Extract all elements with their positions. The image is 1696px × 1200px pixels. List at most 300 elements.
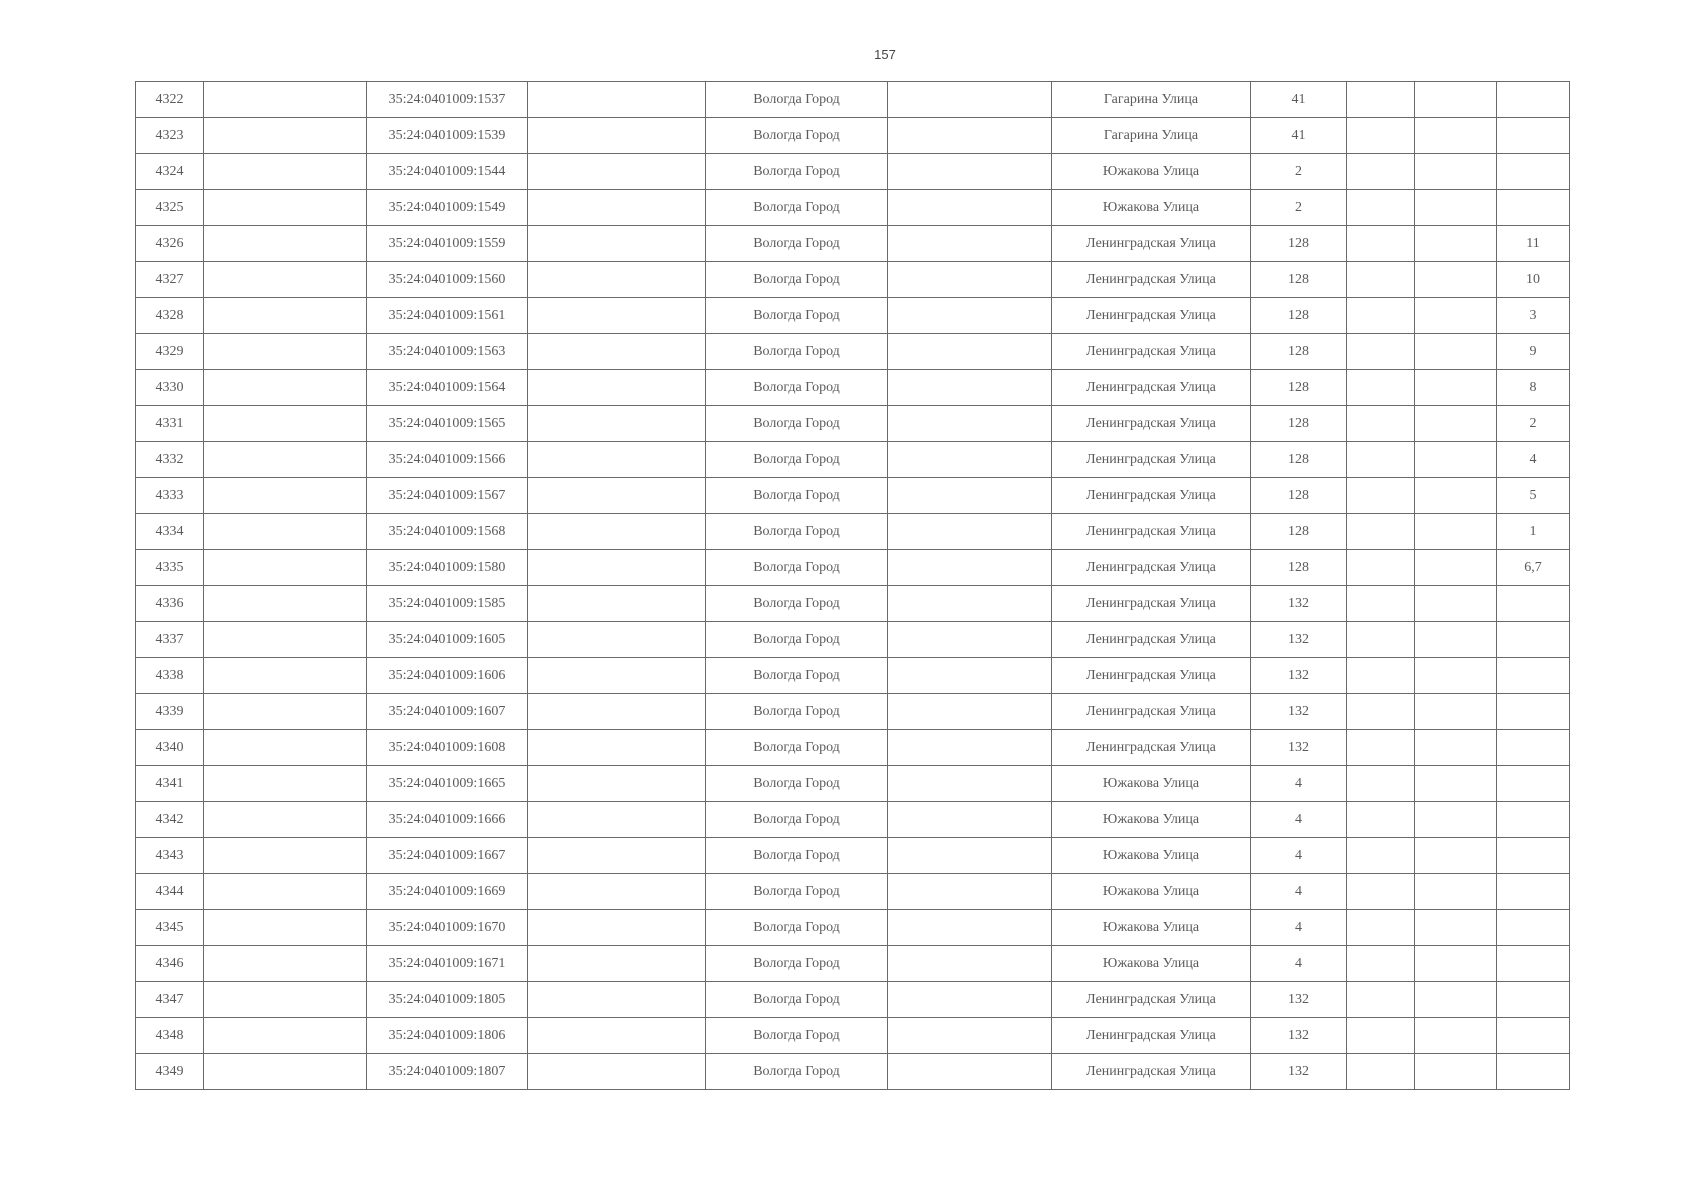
cadastral-number-cell: 35:24:0401009:1608 xyxy=(367,730,528,766)
city-cell: Вологда Город xyxy=(706,442,888,478)
empty-cell xyxy=(204,622,367,658)
empty-cell xyxy=(204,478,367,514)
empty-cell xyxy=(204,154,367,190)
house-number-cell: 132 xyxy=(1251,586,1347,622)
empty-cell xyxy=(1347,586,1415,622)
cadastral-number-cell: 35:24:0401009:1560 xyxy=(367,262,528,298)
empty-cell xyxy=(1415,82,1497,118)
empty-cell xyxy=(888,694,1052,730)
row-number-cell: 4348 xyxy=(136,1018,204,1054)
row-number-cell: 4341 xyxy=(136,766,204,802)
empty-cell xyxy=(1347,946,1415,982)
cadastral-number-cell: 35:24:0401009:1667 xyxy=(367,838,528,874)
empty-cell xyxy=(1347,874,1415,910)
table-row xyxy=(136,262,1570,298)
house-number-cell: 128 xyxy=(1251,406,1347,442)
empty-cell xyxy=(1347,910,1415,946)
empty-cell xyxy=(204,334,367,370)
table-row xyxy=(136,226,1570,262)
street-cell: Ленинградская Улица xyxy=(1052,226,1251,262)
empty-cell xyxy=(204,874,367,910)
street-cell: Гагарина Улица xyxy=(1052,118,1251,154)
street-cell: Ленинградская Улица xyxy=(1052,370,1251,406)
house-number-cell: 128 xyxy=(1251,298,1347,334)
cadastral-number-cell: 35:24:0401009:1670 xyxy=(367,910,528,946)
cadastral-number-cell: 35:24:0401009:1559 xyxy=(367,226,528,262)
apartment-number-cell xyxy=(1497,118,1570,154)
empty-cell xyxy=(1415,226,1497,262)
empty-cell xyxy=(1415,370,1497,406)
street-cell: Ленинградская Улица xyxy=(1052,478,1251,514)
house-number-cell: 132 xyxy=(1251,1018,1347,1054)
house-number-cell: 132 xyxy=(1251,658,1347,694)
empty-cell xyxy=(1415,982,1497,1018)
table-row xyxy=(136,766,1570,802)
empty-cell xyxy=(528,226,706,262)
city-cell: Вологда Город xyxy=(706,622,888,658)
street-cell: Ленинградская Улица xyxy=(1052,298,1251,334)
city-cell: Вологда Город xyxy=(706,118,888,154)
empty-cell xyxy=(1415,118,1497,154)
empty-cell xyxy=(888,190,1052,226)
house-number-cell: 128 xyxy=(1251,334,1347,370)
empty-cell xyxy=(1347,442,1415,478)
house-number-cell: 128 xyxy=(1251,226,1347,262)
cadastral-number-cell: 35:24:0401009:1606 xyxy=(367,658,528,694)
empty-cell xyxy=(204,802,367,838)
empty-cell xyxy=(204,1054,367,1090)
empty-cell xyxy=(528,622,706,658)
row-number-cell: 4335 xyxy=(136,550,204,586)
city-cell: Вологда Город xyxy=(706,1018,888,1054)
apartment-number-cell: 8 xyxy=(1497,370,1570,406)
street-cell: Южакова Улица xyxy=(1052,766,1251,802)
empty-cell xyxy=(888,118,1052,154)
empty-cell xyxy=(1415,910,1497,946)
table-row xyxy=(136,622,1570,658)
empty-cell xyxy=(1347,838,1415,874)
apartment-number-cell: 3 xyxy=(1497,298,1570,334)
table-row xyxy=(136,1018,1570,1054)
empty-cell xyxy=(888,1018,1052,1054)
city-cell: Вологда Город xyxy=(706,190,888,226)
table-row xyxy=(136,334,1570,370)
empty-cell xyxy=(204,766,367,802)
city-cell: Вологда Город xyxy=(706,838,888,874)
empty-cell xyxy=(528,982,706,1018)
house-number-cell: 128 xyxy=(1251,478,1347,514)
empty-cell xyxy=(1347,550,1415,586)
city-cell: Вологда Город xyxy=(706,1054,888,1090)
apartment-number-cell: 6,7 xyxy=(1497,550,1570,586)
cadastral-number-cell: 35:24:0401009:1669 xyxy=(367,874,528,910)
city-cell: Вологда Город xyxy=(706,514,888,550)
empty-cell xyxy=(204,946,367,982)
empty-cell xyxy=(1415,478,1497,514)
empty-cell xyxy=(528,190,706,226)
table-row xyxy=(136,946,1570,982)
cadastral-number-cell: 35:24:0401009:1564 xyxy=(367,370,528,406)
row-number-cell: 4339 xyxy=(136,694,204,730)
empty-cell xyxy=(1415,262,1497,298)
empty-cell xyxy=(888,478,1052,514)
empty-cell xyxy=(888,514,1052,550)
apartment-number-cell xyxy=(1497,766,1570,802)
empty-cell xyxy=(1415,298,1497,334)
empty-cell xyxy=(1347,478,1415,514)
empty-cell xyxy=(1347,658,1415,694)
house-number-cell: 4 xyxy=(1251,874,1347,910)
street-cell: Ленинградская Улица xyxy=(1052,514,1251,550)
empty-cell xyxy=(1415,190,1497,226)
table-row xyxy=(136,982,1570,1018)
row-number-cell: 4322 xyxy=(136,82,204,118)
row-number-cell: 4343 xyxy=(136,838,204,874)
empty-cell xyxy=(204,262,367,298)
city-cell: Вологда Город xyxy=(706,982,888,1018)
table-row xyxy=(136,694,1570,730)
street-cell: Южакова Улица xyxy=(1052,154,1251,190)
empty-cell xyxy=(1347,190,1415,226)
street-cell: Ленинградская Улица xyxy=(1052,694,1251,730)
house-number-cell: 132 xyxy=(1251,982,1347,1018)
table-row xyxy=(136,298,1570,334)
cadastral-number-cell: 35:24:0401009:1568 xyxy=(367,514,528,550)
city-cell: Вологда Город xyxy=(706,406,888,442)
street-cell: Ленинградская Улица xyxy=(1052,658,1251,694)
street-cell: Ленинградская Улица xyxy=(1052,550,1251,586)
empty-cell xyxy=(204,406,367,442)
street-cell: Ленинградская Улица xyxy=(1052,586,1251,622)
apartment-number-cell xyxy=(1497,1018,1570,1054)
row-number-cell: 4327 xyxy=(136,262,204,298)
row-number-cell: 4323 xyxy=(136,118,204,154)
table-row xyxy=(136,514,1570,550)
cadastral-number-cell: 35:24:0401009:1565 xyxy=(367,406,528,442)
empty-cell xyxy=(204,694,367,730)
street-cell: Ленинградская Улица xyxy=(1052,406,1251,442)
house-number-cell: 128 xyxy=(1251,550,1347,586)
table-row xyxy=(136,370,1570,406)
city-cell: Вологда Город xyxy=(706,82,888,118)
empty-cell xyxy=(204,118,367,154)
empty-cell xyxy=(1415,154,1497,190)
table-row xyxy=(136,730,1570,766)
empty-cell xyxy=(888,442,1052,478)
empty-cell xyxy=(528,550,706,586)
apartment-number-cell: 4 xyxy=(1497,442,1570,478)
cadastral-number-cell: 35:24:0401009:1549 xyxy=(367,190,528,226)
apartment-number-cell xyxy=(1497,838,1570,874)
table-row xyxy=(136,586,1570,622)
cadastral-number-cell: 35:24:0401009:1671 xyxy=(367,946,528,982)
cadastral-number-cell: 35:24:0401009:1537 xyxy=(367,82,528,118)
table-row xyxy=(136,478,1570,514)
street-cell: Ленинградская Улица xyxy=(1052,622,1251,658)
empty-cell xyxy=(1415,334,1497,370)
street-cell: Ленинградская Улица xyxy=(1052,334,1251,370)
empty-cell xyxy=(528,370,706,406)
table-row xyxy=(136,82,1570,118)
empty-cell xyxy=(888,622,1052,658)
empty-cell xyxy=(204,298,367,334)
house-number-cell: 4 xyxy=(1251,946,1347,982)
empty-cell xyxy=(888,226,1052,262)
empty-cell xyxy=(204,370,367,406)
empty-cell xyxy=(1347,262,1415,298)
row-number-cell: 4338 xyxy=(136,658,204,694)
apartment-number-cell xyxy=(1497,730,1570,766)
empty-cell xyxy=(1415,766,1497,802)
row-number-cell: 4330 xyxy=(136,370,204,406)
empty-cell xyxy=(528,910,706,946)
street-cell: Южакова Улица xyxy=(1052,874,1251,910)
cadastral-number-cell: 35:24:0401009:1561 xyxy=(367,298,528,334)
house-number-cell: 132 xyxy=(1251,622,1347,658)
empty-cell xyxy=(1347,694,1415,730)
empty-cell xyxy=(1347,226,1415,262)
empty-cell xyxy=(528,334,706,370)
empty-cell xyxy=(528,82,706,118)
city-cell: Вологда Город xyxy=(706,226,888,262)
row-number-cell: 4346 xyxy=(136,946,204,982)
house-number-cell: 128 xyxy=(1251,262,1347,298)
street-cell: Гагарина Улица xyxy=(1052,82,1251,118)
city-cell: Вологда Город xyxy=(706,658,888,694)
city-cell: Вологда Город xyxy=(706,946,888,982)
empty-cell xyxy=(204,658,367,694)
city-cell: Вологда Город xyxy=(706,766,888,802)
empty-cell xyxy=(1415,514,1497,550)
empty-cell xyxy=(1415,730,1497,766)
apartment-number-cell xyxy=(1497,82,1570,118)
apartment-number-cell xyxy=(1497,874,1570,910)
empty-cell xyxy=(528,298,706,334)
cadastral-number-cell: 35:24:0401009:1566 xyxy=(367,442,528,478)
empty-cell xyxy=(1347,154,1415,190)
apartment-number-cell xyxy=(1497,946,1570,982)
city-cell: Вологда Город xyxy=(706,370,888,406)
empty-cell xyxy=(528,802,706,838)
empty-cell xyxy=(1415,442,1497,478)
apartment-number-cell xyxy=(1497,1054,1570,1090)
table-row xyxy=(136,802,1570,838)
empty-cell xyxy=(528,1054,706,1090)
cadastral-number-cell: 35:24:0401009:1607 xyxy=(367,694,528,730)
apartment-number-cell xyxy=(1497,982,1570,1018)
house-number-cell: 41 xyxy=(1251,118,1347,154)
house-number-cell: 132 xyxy=(1251,730,1347,766)
empty-cell xyxy=(528,946,706,982)
table-body xyxy=(136,82,1570,1090)
empty-cell xyxy=(1347,1018,1415,1054)
house-number-cell: 41 xyxy=(1251,82,1347,118)
cadastral-number-cell: 35:24:0401009:1805 xyxy=(367,982,528,1018)
city-cell: Вологда Город xyxy=(706,262,888,298)
empty-cell xyxy=(528,658,706,694)
apartment-number-cell xyxy=(1497,154,1570,190)
row-number-cell: 4329 xyxy=(136,334,204,370)
city-cell: Вологда Город xyxy=(706,334,888,370)
house-number-cell: 2 xyxy=(1251,154,1347,190)
table-row xyxy=(136,658,1570,694)
street-cell: Ленинградская Улица xyxy=(1052,442,1251,478)
cadastral-number-cell: 35:24:0401009:1807 xyxy=(367,1054,528,1090)
apartment-number-cell: 9 xyxy=(1497,334,1570,370)
empty-cell xyxy=(204,514,367,550)
empty-cell xyxy=(888,262,1052,298)
empty-cell xyxy=(1415,802,1497,838)
empty-cell xyxy=(1347,406,1415,442)
empty-cell xyxy=(888,154,1052,190)
city-cell: Вологда Город xyxy=(706,586,888,622)
empty-cell xyxy=(204,586,367,622)
empty-cell xyxy=(1415,946,1497,982)
street-cell: Южакова Улица xyxy=(1052,838,1251,874)
cadastral-number-cell: 35:24:0401009:1563 xyxy=(367,334,528,370)
empty-cell xyxy=(1347,118,1415,154)
empty-cell xyxy=(528,478,706,514)
house-number-cell: 128 xyxy=(1251,514,1347,550)
cadastral-number-cell: 35:24:0401009:1806 xyxy=(367,1018,528,1054)
empty-cell xyxy=(1415,1054,1497,1090)
empty-cell xyxy=(888,802,1052,838)
empty-cell xyxy=(1347,730,1415,766)
apartment-number-cell xyxy=(1497,694,1570,730)
empty-cell xyxy=(888,874,1052,910)
street-cell: Ленинградская Улица xyxy=(1052,730,1251,766)
empty-cell xyxy=(888,730,1052,766)
empty-cell xyxy=(888,982,1052,1018)
apartment-number-cell xyxy=(1497,586,1570,622)
row-number-cell: 4337 xyxy=(136,622,204,658)
cadastral-number-cell: 35:24:0401009:1580 xyxy=(367,550,528,586)
cadastral-number-cell: 35:24:0401009:1605 xyxy=(367,622,528,658)
table-row xyxy=(136,154,1570,190)
empty-cell xyxy=(1347,802,1415,838)
house-number-cell: 4 xyxy=(1251,838,1347,874)
row-number-cell: 4333 xyxy=(136,478,204,514)
house-number-cell: 128 xyxy=(1251,442,1347,478)
empty-cell xyxy=(204,82,367,118)
empty-cell xyxy=(1415,874,1497,910)
empty-cell xyxy=(528,262,706,298)
street-cell: Южакова Улица xyxy=(1052,946,1251,982)
empty-cell xyxy=(1415,550,1497,586)
empty-cell xyxy=(528,586,706,622)
row-number-cell: 4324 xyxy=(136,154,204,190)
cadastral-number-cell: 35:24:0401009:1666 xyxy=(367,802,528,838)
street-cell: Южакова Улица xyxy=(1052,910,1251,946)
row-number-cell: 4334 xyxy=(136,514,204,550)
empty-cell xyxy=(1347,82,1415,118)
empty-cell xyxy=(888,946,1052,982)
city-cell: Вологда Город xyxy=(706,802,888,838)
apartment-number-cell xyxy=(1497,190,1570,226)
row-number-cell: 4347 xyxy=(136,982,204,1018)
empty-cell xyxy=(1347,1054,1415,1090)
empty-cell xyxy=(204,442,367,478)
empty-cell xyxy=(1415,838,1497,874)
street-cell: Ленинградская Улица xyxy=(1052,262,1251,298)
house-number-cell: 4 xyxy=(1251,910,1347,946)
registry-table xyxy=(135,81,1570,1090)
empty-cell xyxy=(888,298,1052,334)
city-cell: Вологда Город xyxy=(706,694,888,730)
cadastral-number-cell: 35:24:0401009:1665 xyxy=(367,766,528,802)
empty-cell xyxy=(1415,406,1497,442)
apartment-number-cell xyxy=(1497,658,1570,694)
city-cell: Вологда Город xyxy=(706,550,888,586)
empty-cell xyxy=(1415,586,1497,622)
cadastral-number-cell: 35:24:0401009:1567 xyxy=(367,478,528,514)
row-number-cell: 4328 xyxy=(136,298,204,334)
row-number-cell: 4349 xyxy=(136,1054,204,1090)
apartment-number-cell xyxy=(1497,802,1570,838)
empty-cell xyxy=(1415,622,1497,658)
row-number-cell: 4332 xyxy=(136,442,204,478)
table-row xyxy=(136,118,1570,154)
street-cell: Ленинградская Улица xyxy=(1052,982,1251,1018)
street-cell: Ленинградская Улица xyxy=(1052,1018,1251,1054)
city-cell: Вологда Город xyxy=(706,910,888,946)
city-cell: Вологда Город xyxy=(706,154,888,190)
empty-cell xyxy=(528,730,706,766)
house-number-cell: 4 xyxy=(1251,802,1347,838)
page-number: 157 xyxy=(874,47,896,62)
city-cell: Вологда Город xyxy=(706,874,888,910)
row-number-cell: 4331 xyxy=(136,406,204,442)
empty-cell xyxy=(888,82,1052,118)
empty-cell xyxy=(1347,334,1415,370)
apartment-number-cell xyxy=(1497,622,1570,658)
empty-cell xyxy=(888,658,1052,694)
table-row xyxy=(136,838,1570,874)
table-row xyxy=(136,874,1570,910)
street-cell: Южакова Улица xyxy=(1052,802,1251,838)
empty-cell xyxy=(1415,658,1497,694)
empty-cell xyxy=(528,838,706,874)
house-number-cell: 132 xyxy=(1251,694,1347,730)
table-row xyxy=(136,406,1570,442)
empty-cell xyxy=(204,730,367,766)
empty-cell xyxy=(888,910,1052,946)
empty-cell xyxy=(528,406,706,442)
street-cell: Южакова Улица xyxy=(1052,190,1251,226)
empty-cell xyxy=(1347,622,1415,658)
empty-cell xyxy=(888,1054,1052,1090)
row-number-cell: 4336 xyxy=(136,586,204,622)
city-cell: Вологда Город xyxy=(706,298,888,334)
row-number-cell: 4326 xyxy=(136,226,204,262)
table-row xyxy=(136,550,1570,586)
row-number-cell: 4340 xyxy=(136,730,204,766)
row-number-cell: 4345 xyxy=(136,910,204,946)
empty-cell xyxy=(528,514,706,550)
apartment-number-cell: 11 xyxy=(1497,226,1570,262)
empty-cell xyxy=(1347,514,1415,550)
table-row xyxy=(136,1054,1570,1090)
row-number-cell: 4344 xyxy=(136,874,204,910)
apartment-number-cell: 1 xyxy=(1497,514,1570,550)
apartment-number-cell xyxy=(1497,910,1570,946)
empty-cell xyxy=(528,766,706,802)
empty-cell xyxy=(204,550,367,586)
city-cell: Вологда Город xyxy=(706,478,888,514)
house-number-cell: 132 xyxy=(1251,1054,1347,1090)
empty-cell xyxy=(888,406,1052,442)
empty-cell xyxy=(1347,766,1415,802)
